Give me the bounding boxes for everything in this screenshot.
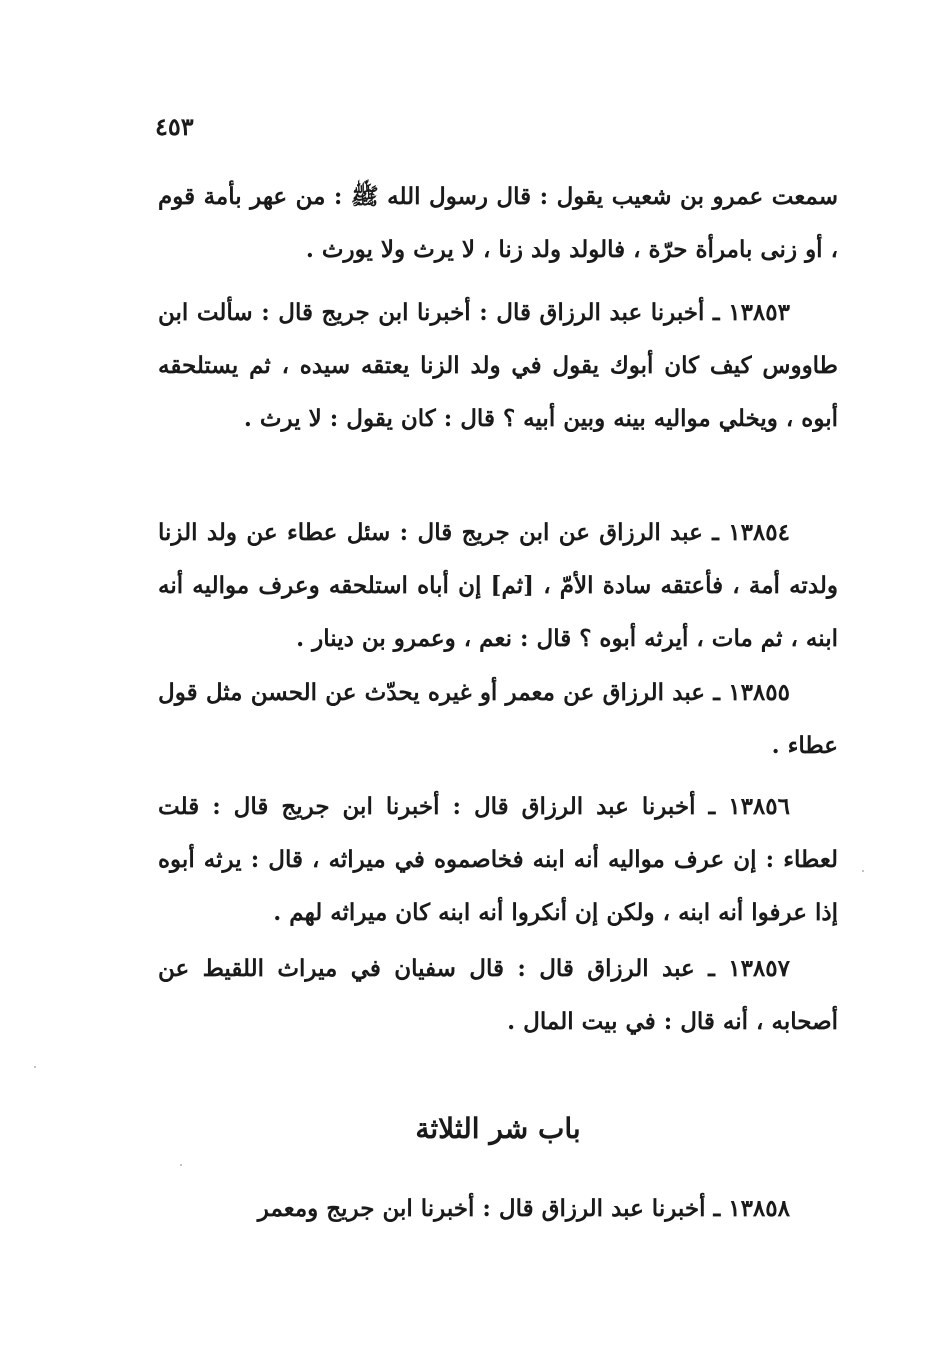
paragraph-text: سمعت عمرو بن شعيب يقول : قال رسول الله ﷺ : من عهر بأمة قوم ، أو زنى بامرأة حرّة ، فالولد ولد زنا ، لا يرث ولا يورث . — [158, 183, 838, 263]
paragraph-text: ١٣٨٥٦ ـ أخبرنا عبد الرزاق قال : أخبرنا ابن جريج قال : قلت لعطاء : إن عرف مواليه أنه ابنه فخاصموه في ميراثه ، قال : يرثه أبوه إذا عرفوا أنه ابنه ، ولكن إن أنكروا أنه ابنه كان ميراثه لهم . — [158, 793, 838, 926]
paragraph-13854 — [158, 506, 838, 665]
paragraph-13857 — [158, 942, 838, 1048]
paragraph-13853 — [158, 286, 838, 445]
paragraph-13856 — [158, 780, 838, 939]
paragraph-continuation — [158, 170, 838, 276]
paragraph-text: ١٣٨٥٤ ـ عبد الرزاق عن ابن جريج قال : سئل عطاء عن ولد الزنا ولدته أمة ، فأعتقه سادة الأمّ ، [ثم] إن أباه استلحقه وعرف مواليه أنه ابنه ، ثم مات ، أيرثه أبوه ؟ قال : نعم ، وعمرو بن دينار . — [158, 519, 838, 652]
scan-speck — [862, 870, 864, 872]
scan-speck — [180, 1164, 182, 1166]
paragraph-text: ١٣٨٥٧ ـ عبد الرزاق قال : قال سفيان في ميراث اللقيط عن أصحابه ، أنه قال : في بيت المال . — [158, 955, 838, 1035]
page-number: ٤٥٣ — [155, 112, 194, 141]
chapter-heading: باب شر الثلاثة — [415, 1112, 581, 1145]
paragraph-13858 — [158, 1182, 838, 1235]
paragraph-text: ١٣٨٥٥ ـ عبد الرزاق عن معمر أو غيره يحدّث عن الحسن مثل قول عطاء . — [158, 679, 838, 759]
paragraph-text: ١٣٨٥٣ ـ أخبرنا عبد الرزاق قال : أخبرنا ابن جريج قال : سألت ابن طاووس كيف كان أبوك يقول في ولد الزنا يعتقه سيده ، ثم يستلحقه أبوه ، ويخلي مواليه بينه وبين أبيه ؟ قال : كان يقول : لا يرث . — [158, 299, 838, 432]
scan-speck — [34, 1066, 36, 1068]
paragraph-text: ١٣٨٥٨ ـ أخبرنا عبد الرزاق قال : أخبرنا ابن جريج ومعمر — [257, 1195, 790, 1222]
paragraph-13855 — [158, 666, 838, 772]
